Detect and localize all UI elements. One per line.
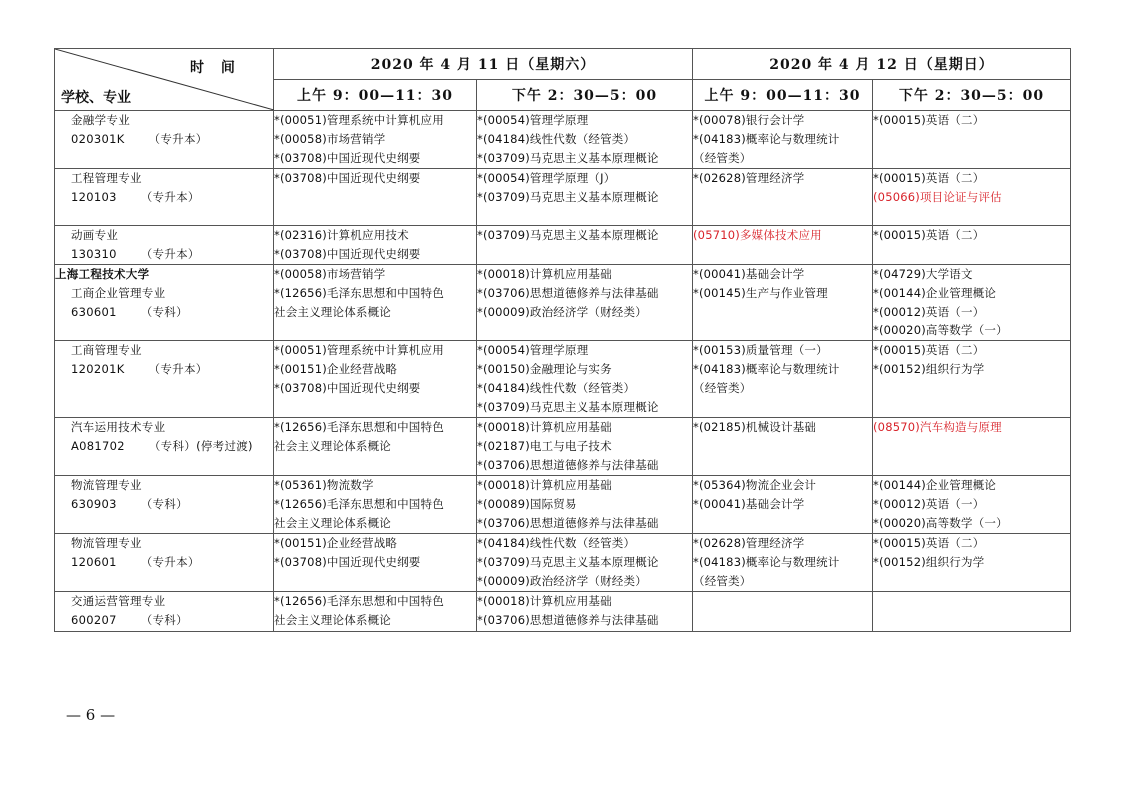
major-name: 工程管理专业 bbox=[71, 171, 142, 185]
exam-course: *(00152)组织行为学 bbox=[873, 554, 985, 569]
exam-course: *(00058)市场营销学 bbox=[274, 266, 386, 281]
exam-session-cell bbox=[873, 341, 1071, 418]
exam-course: *(00009)政治经济学（财经类） bbox=[477, 304, 647, 319]
major-code-line bbox=[55, 495, 273, 514]
exam-course: *(03706)思想道德修养与法律基础 bbox=[477, 515, 659, 530]
header-corner-cell bbox=[55, 49, 274, 111]
header-school-major-label: 学校、专业 bbox=[61, 90, 131, 106]
major-level: （专科） bbox=[140, 496, 188, 511]
exam-course: *(12656)毛泽东思想和中国特色 bbox=[274, 420, 444, 435]
major-name: 物流管理专业 bbox=[71, 536, 142, 551]
major-name: 交通运营管理专业 bbox=[71, 594, 166, 609]
major-cell bbox=[55, 341, 274, 418]
major-code: 630601 bbox=[71, 304, 117, 319]
exam-course: *(00018)计算机应用基础 bbox=[477, 594, 612, 609]
exam-session-cell bbox=[693, 264, 873, 341]
major-code-line bbox=[55, 611, 273, 630]
exam-course: 社会主义理论体系概论 bbox=[274, 612, 391, 627]
exam-course: *(00152)组织行为学 bbox=[873, 362, 985, 377]
exam-schedule-table bbox=[54, 48, 1071, 632]
exam-course: (05710)多媒体技术应用 bbox=[693, 228, 822, 242]
major-code: A081702 bbox=[71, 439, 125, 454]
table-row bbox=[55, 169, 1071, 226]
exam-course: *(00041)基础会计学 bbox=[693, 496, 805, 511]
major-code-line bbox=[55, 437, 273, 456]
exam-course: 社会主义理论体系概论 bbox=[274, 515, 391, 530]
exam-course: *(03706)思想道德修养与法律基础 bbox=[477, 458, 659, 473]
exam-course: *(00078)银行会计学 bbox=[693, 113, 805, 127]
exam-course: *(00144)企业管理概论 bbox=[873, 285, 997, 300]
major-code-line bbox=[55, 245, 273, 264]
exam-course: *(00012)英语（一） bbox=[873, 304, 985, 319]
major-name: 物流管理专业 bbox=[71, 478, 142, 493]
major-cell bbox=[55, 592, 274, 632]
major-level: （专升本） bbox=[140, 189, 200, 204]
exam-session-cell bbox=[477, 169, 693, 226]
major-level: （专科） bbox=[140, 612, 188, 627]
major-code: 020301K bbox=[71, 131, 125, 146]
major-name: 动画专业 bbox=[71, 228, 119, 242]
exam-course: *(00144)企业管理概论 bbox=[873, 478, 997, 493]
exam-course: *(12656)毛泽东思想和中国特色 bbox=[274, 594, 444, 609]
exam-course: （经管类） bbox=[693, 381, 752, 396]
header-time-sat-am: 上午 9：00—11：30 bbox=[274, 80, 477, 111]
header-date-saturday: 2020 年 4 月 11 日（星期六） bbox=[274, 49, 693, 80]
exam-session-cell bbox=[693, 476, 873, 534]
exam-course: *(02185)机械设计基础 bbox=[693, 420, 817, 435]
major-level: （专升本） bbox=[140, 246, 200, 261]
major-code: 130310 bbox=[71, 246, 117, 261]
exam-course: *(04183)概率论与数理统计 bbox=[693, 554, 840, 569]
exam-session-cell bbox=[477, 418, 693, 476]
major-name: 工商企业管理专业 bbox=[71, 285, 166, 300]
exam-course: *(00051)管理系统中计算机应用 bbox=[274, 343, 444, 358]
exam-course: *(02187)电工与电子技术 bbox=[477, 439, 612, 454]
major-name: 汽车运用技术专业 bbox=[71, 420, 166, 435]
header-time-sun-pm: 下午 2：30—5：00 bbox=[873, 80, 1071, 111]
table-row bbox=[55, 476, 1071, 534]
header-time-sun-am: 上午 9：00—11：30 bbox=[693, 80, 873, 111]
exam-session-cell bbox=[477, 476, 693, 534]
exam-session-cell bbox=[873, 264, 1071, 341]
exam-course: *(00151)企业经营战略 bbox=[274, 362, 398, 377]
exam-course: *(00012)英语（一） bbox=[873, 496, 985, 511]
major-code: 120103 bbox=[71, 189, 117, 204]
table-row bbox=[55, 341, 1071, 418]
major-level: （专升本） bbox=[148, 131, 208, 146]
exam-session-cell bbox=[873, 169, 1071, 226]
exam-course: *(00089)国际贸易 bbox=[477, 496, 577, 511]
exam-course: *(00015)英语（二） bbox=[873, 113, 985, 127]
exam-session-cell bbox=[693, 341, 873, 418]
university-name: 上海工程技术大学 bbox=[55, 266, 150, 281]
exam-course: （经管类） bbox=[693, 150, 752, 165]
exam-course: *(02628)管理经济学 bbox=[693, 171, 805, 185]
exam-course: *(03708)中国近现代史纲要 bbox=[274, 554, 421, 569]
exam-course: *(00018)计算机应用基础 bbox=[477, 478, 612, 493]
exam-session-cell bbox=[274, 111, 477, 169]
header-date-sunday: 2020 年 4 月 12 日（星期日） bbox=[693, 49, 1071, 80]
exam-course: *(00009)政治经济学（财经类） bbox=[477, 573, 647, 588]
exam-course: *(00020)高等数学（一） bbox=[873, 515, 1008, 530]
exam-course: *(03708)中国近现代史纲要 bbox=[274, 381, 421, 396]
exam-course: *(03706)思想道德修养与法律基础 bbox=[477, 612, 659, 627]
exam-course: *(03708)中国近现代史纲要 bbox=[274, 246, 421, 261]
exam-course: *(00041)基础会计学 bbox=[693, 266, 805, 281]
major-level: （专科） bbox=[140, 304, 188, 319]
table-row bbox=[55, 111, 1071, 169]
exam-course: 社会主义理论体系概论 bbox=[274, 304, 391, 319]
exam-session-cell bbox=[693, 534, 873, 592]
exam-course: *(00020)高等数学（一） bbox=[873, 323, 1008, 338]
major-code: 120201K bbox=[71, 362, 125, 377]
table-row bbox=[55, 264, 1071, 341]
exam-session-cell bbox=[477, 111, 693, 169]
exam-session-cell bbox=[693, 111, 873, 169]
major-code-line bbox=[55, 188, 273, 207]
schedule-body bbox=[55, 111, 1071, 632]
exam-course: *(00015)英语（二） bbox=[873, 343, 985, 358]
exam-course: （经管类） bbox=[693, 573, 752, 588]
exam-session-cell bbox=[873, 534, 1071, 592]
exam-session-cell bbox=[274, 264, 477, 341]
exam-course: *(03709)马克思主义基本原理概论 bbox=[477, 554, 659, 569]
major-level: （专升本） bbox=[140, 554, 200, 569]
exam-course: *(04184)线性代数（经管类） bbox=[477, 536, 636, 551]
exam-course: *(00015)英语（二） bbox=[873, 228, 985, 242]
exam-course: *(03708)中国近现代史纲要 bbox=[274, 150, 421, 165]
exam-course: *(00015)英语（二） bbox=[873, 536, 985, 551]
exam-session-cell bbox=[477, 226, 693, 265]
major-code-line bbox=[55, 303, 273, 322]
exam-course: *(03709)马克思主义基本原理概论 bbox=[477, 400, 659, 415]
major-cell bbox=[55, 111, 274, 169]
exam-session-cell bbox=[873, 418, 1071, 476]
exam-session-cell bbox=[274, 592, 477, 632]
major-name: 金融学专业 bbox=[71, 113, 130, 127]
major-code: 600207 bbox=[71, 612, 117, 627]
exam-course: *(12656)毛泽东思想和中国特色 bbox=[274, 496, 444, 511]
exam-session-cell bbox=[693, 592, 873, 632]
exam-course: *(00151)企业经营战略 bbox=[274, 536, 398, 551]
exam-course: *(04184)线性代数（经管类） bbox=[477, 381, 636, 396]
major-cell bbox=[55, 534, 274, 592]
table-row bbox=[55, 592, 1071, 632]
exam-course: *(04183)概率论与数理统计 bbox=[693, 131, 840, 146]
exam-session-cell bbox=[477, 534, 693, 592]
exam-course: *(00150)金融理论与实务 bbox=[477, 362, 612, 377]
exam-course: *(00054)管理学原理 bbox=[477, 113, 589, 127]
exam-course: *(00051)管理系统中计算机应用 bbox=[274, 113, 444, 127]
table-row bbox=[55, 534, 1071, 592]
exam-course: *(00054)管理学原理（J） bbox=[477, 171, 616, 185]
exam-course: (05066)项目论证与评估 bbox=[873, 189, 1002, 204]
major-cell bbox=[55, 418, 274, 476]
exam-course: *(04184)线性代数（经管类） bbox=[477, 131, 636, 146]
exam-session-cell bbox=[693, 169, 873, 226]
header-time-label: 时 间 bbox=[190, 60, 241, 76]
exam-course: *(00145)生产与作业管理 bbox=[693, 285, 828, 300]
major-cell bbox=[55, 264, 274, 341]
exam-course: *(05361)物流数学 bbox=[274, 478, 374, 493]
exam-course: *(02628)管理经济学 bbox=[693, 536, 805, 551]
exam-session-cell bbox=[693, 226, 873, 265]
exam-session-cell bbox=[873, 226, 1071, 265]
exam-course: 社会主义理论体系概论 bbox=[274, 439, 391, 454]
major-code: 630903 bbox=[71, 496, 117, 511]
major-cell bbox=[55, 169, 274, 226]
major-cell bbox=[55, 476, 274, 534]
exam-course: *(03708)中国近现代史纲要 bbox=[274, 171, 421, 185]
exam-session-cell bbox=[477, 264, 693, 341]
major-cell bbox=[55, 226, 274, 265]
major-code: 120601 bbox=[71, 554, 117, 569]
exam-session-cell bbox=[477, 592, 693, 632]
exam-session-cell bbox=[477, 341, 693, 418]
exam-session-cell bbox=[873, 111, 1071, 169]
exam-course: *(00153)质量管理（一） bbox=[693, 343, 828, 358]
major-level: （专升本） bbox=[148, 362, 208, 377]
exam-session-cell bbox=[274, 534, 477, 592]
exam-session-cell bbox=[274, 418, 477, 476]
table-row bbox=[55, 418, 1071, 476]
page-number: — 6 — bbox=[66, 706, 116, 724]
exam-session-cell bbox=[873, 592, 1071, 632]
major-level: （专科）(停考过渡) bbox=[148, 439, 253, 454]
table-row bbox=[55, 226, 1071, 265]
exam-course: *(00018)计算机应用基础 bbox=[477, 266, 612, 281]
exam-course: *(00058)市场营销学 bbox=[274, 131, 386, 146]
exam-course: *(00015)英语（二） bbox=[873, 171, 985, 185]
exam-session-cell bbox=[274, 226, 477, 265]
exam-course: *(03709)马克思主义基本原理概论 bbox=[477, 150, 659, 165]
major-code-line bbox=[55, 553, 273, 572]
major-code-line bbox=[55, 130, 273, 149]
exam-session-cell bbox=[274, 476, 477, 534]
major-name: 工商管理专业 bbox=[71, 343, 142, 358]
exam-course: *(03706)思想道德修养与法律基础 bbox=[477, 285, 659, 300]
major-code-line bbox=[55, 360, 273, 379]
exam-course: *(00018)计算机应用基础 bbox=[477, 420, 612, 435]
exam-session-cell bbox=[873, 476, 1071, 534]
exam-course: *(05364)物流企业会计 bbox=[693, 478, 817, 493]
header-time-sat-pm: 下午 2：30—5：00 bbox=[477, 80, 693, 111]
exam-course: *(04183)概率论与数理统计 bbox=[693, 362, 840, 377]
exam-course: *(04729)大学语文 bbox=[873, 266, 973, 281]
exam-session-cell bbox=[693, 418, 873, 476]
exam-course: *(03709)马克思主义基本原理概论 bbox=[477, 228, 659, 242]
exam-course: (08570)汽车构造与原理 bbox=[873, 420, 1002, 435]
exam-course: *(03709)马克思主义基本原理概论 bbox=[477, 189, 659, 204]
exam-course: *(12656)毛泽东思想和中国特色 bbox=[274, 285, 444, 300]
exam-course: *(00054)管理学原理 bbox=[477, 343, 589, 358]
exam-course: *(02316)计算机应用技术 bbox=[274, 228, 409, 242]
exam-session-cell bbox=[274, 169, 477, 226]
exam-session-cell bbox=[274, 341, 477, 418]
